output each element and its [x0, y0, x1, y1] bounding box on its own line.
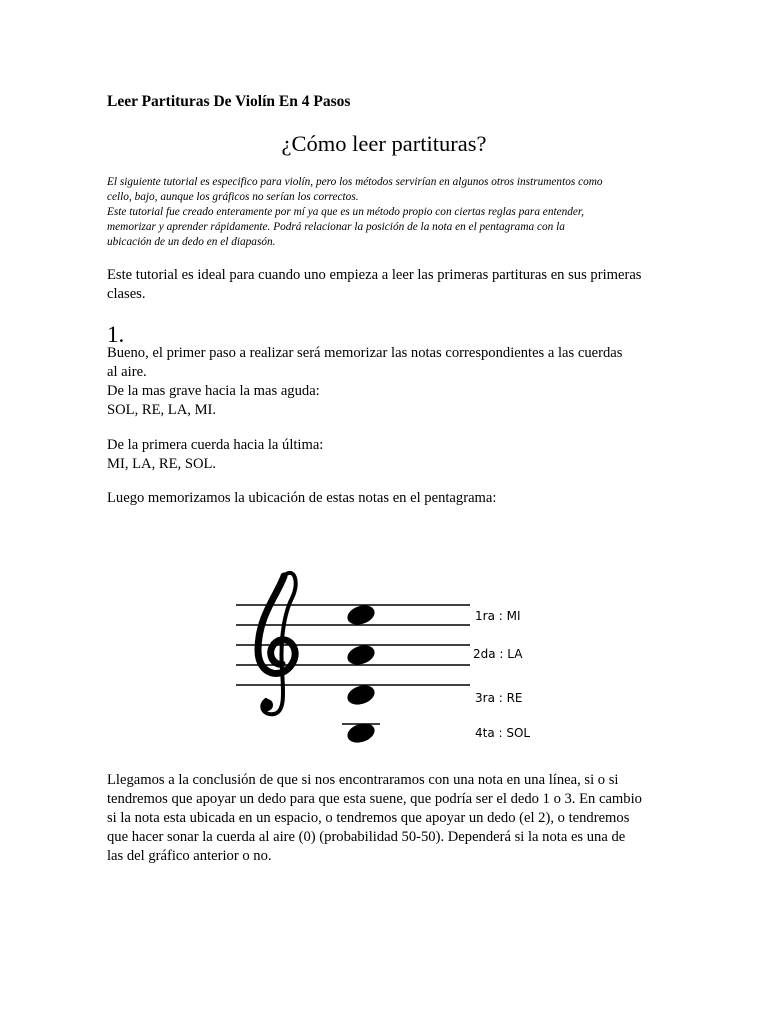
note-la — [345, 642, 377, 668]
intro-line: ubicación de un dedo en el diapasón. — [107, 236, 276, 248]
step-1-paragraph — [107, 322, 667, 382]
intro-line: El siguiente tutorial es especifico para violín, pero los métodos servirían en algunos otros instrumentos como — [107, 176, 603, 188]
paragraph-line: Este tutorial es ideal para cuando uno empieza a leer las primeras partituras en sus primeras — [107, 267, 642, 283]
note-mi — [345, 602, 377, 628]
intro-note — [107, 175, 667, 250]
paragraph-ideal — [107, 266, 667, 304]
paragraph-conclusion — [107, 771, 667, 866]
step-1-second-line: al aire. — [107, 364, 147, 380]
paragraph-line: que hacer sonar la cuerda al aire (0) (probabilidad 50-50). Dependerá si la nota es una de — [107, 829, 626, 845]
paragraph-line: SOL, RE, LA, MI. — [107, 402, 217, 418]
paragraph-line: De la mas grave hacia la mas aguda: — [107, 383, 320, 399]
main-heading: ¿Cómo leer partituras? — [281, 131, 487, 156]
paragraph-grave-aguda — [107, 382, 667, 420]
paragraph-line: De la primera cuerda hacia la última: — [107, 437, 324, 453]
intro-line: cello, bajo, aunque los gráficos no serían los correctos. — [107, 191, 359, 203]
paragraph-line: si la nota esta ubicada en un espacio, o tendremos que apoyar un dedo (el 2), o tendremos — [107, 810, 630, 826]
paragraph-primera-ultima — [107, 436, 667, 474]
step-1-first-line — [107, 322, 667, 363]
label-4ta-sol: 4ta : SOL — [475, 726, 531, 740]
staff-figure — [230, 560, 540, 750]
paragraph-line: las del gráfico anterior o no. — [107, 848, 272, 864]
label-2da-la: 2da : LA — [473, 647, 523, 661]
intro-line: memorizar y aprender rápidamente. Podrá relacionar la posición de la nota en el pentagrama con la — [107, 221, 565, 233]
treble-clef-icon — [258, 573, 296, 714]
paragraph-line: MI, LA, RE, SOL. — [107, 456, 217, 472]
step-number: 1. — [107, 322, 125, 347]
label-1ra-mi: 1ra : MI — [475, 609, 521, 623]
paragraph-luego: Luego memorizamos la ubicación de estas notas en el pentagrama: — [107, 490, 497, 506]
paragraph-line: tendremos que apoyar un dedo para que esta suene, que podría ser el dedo 1 o 3. En cambio — [107, 791, 642, 807]
step-1-text: Bueno, el primer paso a realizar será memorizar las notas correspondientes a las cuerdas — [107, 345, 623, 361]
paragraph-line: clases. — [107, 286, 146, 302]
document-title: Leer Partituras De Violín En 4 Pasos — [107, 93, 351, 110]
paragraph-line: Llegamos a la conclusión de que si nos encontraramos con una nota en una línea, si o si — [107, 772, 619, 788]
label-3ra-re: 3ra : RE — [475, 691, 523, 705]
note-re — [345, 682, 377, 708]
intro-line: Este tutorial fue creado enteramente por mí ya que es un método propio con ciertas reglas para entender, — [107, 206, 584, 218]
